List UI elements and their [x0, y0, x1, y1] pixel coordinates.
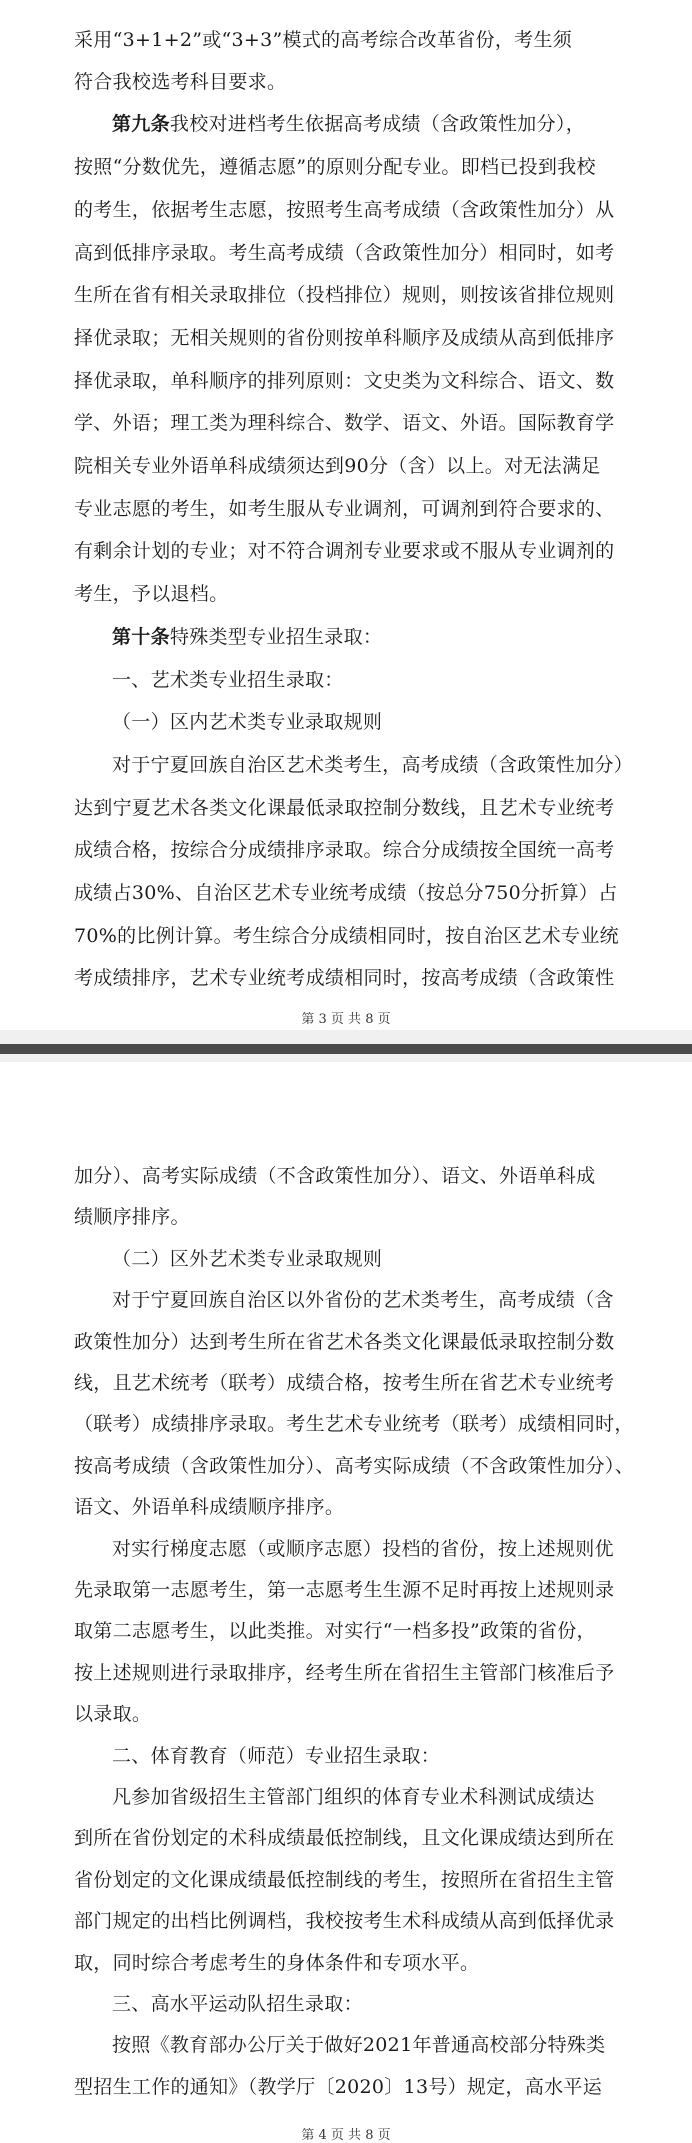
document-page-3	[0, 0, 692, 1030]
section-heading: 三、高水平运动队招生录取：	[112, 1993, 363, 2015]
text-line: 型招生工作的通知》（教学厅〔2020〕13号）规定，高水平运	[74, 2075, 603, 2098]
text-line: 院相关专业外语单科成绩须达到90分（含）以上。对无法满足	[74, 455, 601, 477]
section-heading: 二、体育教育（师范）专业招生录取：	[112, 1744, 441, 1767]
page-footer: 第 3 页 共 8 页	[301, 1012, 391, 1027]
text-line: （联考）成绩排序录取。考生艺术专业统考（联考）成绩相同时，	[74, 1413, 634, 1436]
text-line: 高到低排序录取。考生高考成绩（含政策性加分）相同时，如考	[74, 242, 615, 264]
text-line: 生所在省有相关录取排位（投档排位）规则，则按该省排位规则	[74, 284, 615, 306]
text-line: 成绩占30%、自治区艺术专业统考成绩（按总分750分折算）占	[74, 882, 618, 904]
text-line: 以录取。	[74, 1703, 152, 1726]
article-10-text: 特殊类型专业招生录取：	[169, 626, 383, 648]
article-10-label: 第十条	[112, 626, 170, 648]
article-10-line	[112, 627, 634, 647]
text-line: 采用“3+1+2”或“3+3”模式的高考综合改革省份，考生须	[74, 29, 573, 51]
page-footer: 第 4 页 共 8 页	[301, 2128, 391, 2143]
text-line: 达到宁夏艺术各类文化课最低录取控制分数线，且艺术专业统考	[74, 797, 615, 819]
text-line: 考生，予以退档。	[74, 583, 229, 605]
text-line: 成绩合格，按综合分成绩排序录取。综合分成绩按全国统一高考	[74, 839, 615, 861]
section-heading: 一、艺术类专业招生录取：	[112, 669, 344, 691]
text-line: 对于宁夏回族自治区艺术类考生，高考成绩（含政策性加分）	[112, 754, 634, 776]
text-line: 择优录取；无相关规则的省份则按单科顺序及成绩从高到低排序	[74, 327, 615, 349]
text-line: 按照《教育部办公厅关于做好2021年普通高校部分特殊类	[112, 2034, 606, 2057]
text-line: 学、外语；理工类为理科综合、数学、语文、外语。国际教育学	[74, 412, 615, 434]
page-separator-bar	[0, 1044, 692, 1054]
article-9-text: 我校对进档考生依据高考成绩（含政策性加分），	[169, 113, 586, 135]
article-9-line	[112, 114, 634, 134]
text-line: 择优录取，单科顺序的排列原则：文史类为文科综合、语文、数	[74, 370, 615, 392]
text-line: 省份划定的文化课成绩最低控制线的考生，按照所在省招生主管	[74, 1868, 615, 1891]
subsection-heading: （二）区外艺术类专业录取规则	[112, 1247, 383, 1270]
text-line: 专业志愿的考生，如考生服从专业调剂，可调剂到符合要求的、	[74, 498, 615, 520]
text-line: 到所在省份划定的术科成绩最低控制线，且文化课成绩达到所在	[74, 1827, 615, 1850]
text-line: 取第二志愿考生，以此类推。对实行“一档多投”政策的省份，	[74, 1620, 596, 1643]
text-line: 先录取第一志愿考生，第一志愿考生生源不足时再按上述规则录	[74, 1579, 615, 1601]
text-line: 线，且艺术统考（联考）成绩合格，按考生所在省艺术专业统考	[74, 1372, 615, 1394]
text-line: 对实行梯度志愿（或顺序志愿）投档的省份，按上述规则优	[112, 1537, 614, 1560]
text-line: 有剩余计划的专业；对不符合调剂专业要求或不服从专业调剂的	[74, 540, 615, 562]
text-line: 考成绩排序，艺术专业统考成绩相同时，按高考成绩（含政策性	[74, 967, 615, 989]
text-line: 按上述规则进行录取排序，经考生所在省招生主管部门核准后予	[74, 1661, 615, 1684]
text-line: 绩顺序排序。	[74, 1206, 190, 1229]
text-line: 凡参加省级招生主管部门组织的体育专业术科测试成绩达	[112, 1786, 595, 1808]
text-line: 对于宁夏回族自治区以外省份的艺术类考生，高考成绩（含	[112, 1289, 614, 1312]
text-line: 语文、外语单科成绩顺序排序。	[74, 1496, 345, 1519]
text-line: 取，同时综合考虑考生的身体条件和专项水平。	[74, 1951, 480, 1974]
text-line: 的考生，依据考生志愿，按照考生高考成绩（含政策性加分）从	[74, 199, 615, 221]
article-9-label: 第九条	[112, 113, 170, 135]
text-line: 部门规定的出档比例调档，我校按考生术科成绩从高到低择优录	[74, 1910, 615, 1933]
text-line: 按照“分数优先，遵循志愿”的原则分配专业。即档已投到我校	[74, 156, 596, 178]
text-line: 按高考成绩（含政策性加分）、高考实际成绩（不含政策性加分）、	[74, 1454, 635, 1477]
text-line: 政策性加分）达到考生所在省艺术各类文化课最低录取控制分数	[74, 1330, 615, 1353]
text-line: 加分）、高考实际成绩（不含政策性加分）、语文、外语单科成	[74, 1165, 596, 1187]
subsection-heading: （一）区内艺术类专业录取规则	[112, 711, 383, 733]
document-page-4	[0, 1062, 692, 2143]
text-line: 符合我校选考科目要求。	[74, 71, 287, 93]
page-separator	[0, 1030, 692, 1062]
text-line: 70%的比例计算。考生综合分成绩相同时，按自治区艺术专业统	[74, 925, 619, 947]
